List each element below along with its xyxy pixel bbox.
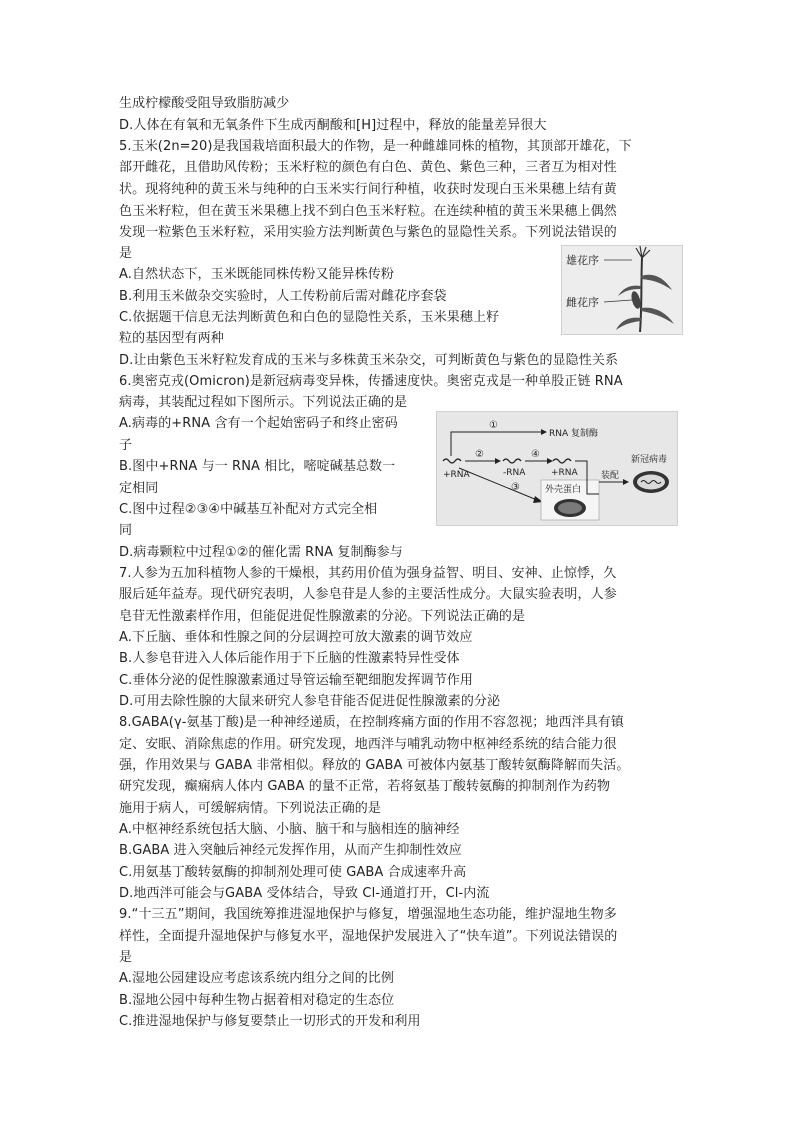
option-c: C.用氨基丁酸转氨酶的抑制剂处理可使 GABA 合成速率升高 [119,865,467,880]
tassel-shape [636,246,650,258]
minus-rna-label: -RNA [503,468,526,478]
rna-wave-shape [443,459,461,463]
rdrp-label: RNA 复制酶 [549,429,599,439]
virus-assembly-diagram [437,412,677,525]
text-line: 状。现将纯种的黄玉米与纯种的白玉米实行间行种植，收获时发现白玉米果穗上结有黄 [119,182,617,197]
new-virus-label: 新冠病毒 [631,455,668,465]
step-1-label: ① [489,420,498,431]
option-d: D.病毒颗粒中过程①②的催化需 RNA 复制酶参与 [119,545,403,560]
step-2-label: ② [475,449,484,460]
option-b: B.利用玉米做杂交实验时，人工传粉前后需对雌花序套袋 [119,289,447,304]
text-line: 强，作用效果与 GABA 非常相似。释放的 GABA 可被体内氨基丁酸转氨酶降解而失活。 [119,758,630,773]
leaf-shape [641,275,672,290]
leaf-shape [616,318,641,330]
question-8-stem: 8.GABA(γ-氨基丁酸)是一种神经递质，在控制疼痛方面的作用不容忽视；地西泮具有镇 [119,715,625,730]
text-line: 部开雌花，且借助风传粉；玉米籽粒的颜色有白色、黄色、紫色三种，三者互为相对性 [119,160,617,175]
text-line: 是 [119,246,133,261]
envelope-capsule-inner [558,502,582,514]
text-line: D.人体在有氧和无氧条件下生成丙酮酸和[H]过程中，释放的能量差异很大 [119,118,547,133]
leaf-shape [641,308,674,324]
question-9-stem: 9.“十三五”期间，我国统筹推进湿地保护与修复，增强湿地生态功能，维护湿地生物多 [119,907,617,922]
option-b: B.图中+RNA 与一 RNA 相比，嘧啶碱基总数一 [119,459,396,474]
text-line: 样性，全面提升湿地保护与修复水平，湿地保护发展进入了“快车道”。下列说法错误的 [119,929,618,944]
text-line: 病毒，其装配过程如下图所示。下列说法正确的是 [119,395,408,410]
text-line: 定、安眠、消除焦虑的作用。研究发现，地西泮与哺乳动物中枢神经系统的结合能力很 [119,737,617,752]
plus-rna-label: +RNA [443,470,470,480]
text-line: 粒的基因型有两种 [119,331,224,346]
process-1-arrow [451,432,541,456]
arrowhead [541,429,547,435]
text-line: 研究发现，癫痫病人体内 GABA 的量不正常，若将氨基丁酸转氨酶的抑制剂作为药物 [119,779,611,794]
option-d: D.地西泮可能会与GABA 受体结合，导致 Cl-通道打开，Cl-内流 [119,886,490,901]
option-b: B.GABA 进入突触后神经元发挥作用，从而产生抑制性效应 [119,843,462,858]
text-line: 服后延年益寿。现代研究表明，人参皂苷是人参的主要活性成分。大鼠实验表明，人参 [119,587,617,602]
option-c: C.垂体分泌的促性腺激素通过导管运输至靶细胞发挥调节作用 [119,673,474,688]
rna-wave-shape [553,459,571,463]
arrowhead [547,458,553,464]
option-d: D.可用去除性腺的大鼠来研究人参皂苷能否促进促性腺激素的分泌 [119,694,501,709]
assemble-label: 装配 [601,471,620,481]
option-d: D.让由紫色玉米籽粒发育成的玉米与多株黄玉米杂交，可判断黄色与紫色的显隐性关系 [119,353,619,368]
maize-plant-figure [561,245,683,335]
plus-rna-right-label: +RNA [551,468,578,478]
question-6-stem: 6.奥密克戎(Omicron)是新冠病毒变异株，传播速度快。奥密克戎是一种单股正链 RNA [119,374,623,389]
text-line: 生成柠檬酸受阻导致脂肪减少 [119,96,290,111]
pointer-line [604,300,632,302]
envelope-label: 外壳蛋白 [545,485,582,495]
option-c: C.图中过程②③④中碱基互补配对方式完全相 [119,502,378,517]
option-c: C.依据题干信息无法判断黄色和白色的显隐性关系，玉米果穗上籽 [119,310,500,325]
option-a: A.湿地公园建设应考虑该系统内组分之间的比例 [119,971,394,986]
text-line: 是 [119,950,133,965]
question-7-stem: 7.人参为五加科植物人参的干燥根，其药用价值为强身益智、明目、安神、止惊悸，久 [119,566,617,581]
arrowhead [495,458,501,464]
step-3-label: ③ [511,482,520,493]
option-a: A.自然状态下，玉米既能同株传粉又能异株传粉 [119,267,394,282]
option-b: B.湿地公园中每种生物占据着相对稳定的生态位 [119,993,395,1008]
text-line: 发现一粒紫色玉米籽粒，采用实验方法判断黄色与紫色的显隐性关系。下列说法错误的 [119,225,617,240]
maize-plant-illustration [562,246,682,334]
option-b: B.人参皂苷进入人体后能作用于下丘脑的性激素特异性受体 [119,651,460,666]
text-line: 皂苷无性激素样作用，但能促进促性腺激素的分泌。下列说法正确的是 [119,609,526,624]
text-line: 子 [119,438,133,453]
label-male-inflorescence: 雄花序 [566,254,599,267]
option-a: A.病毒的+RNA 含有一个起始密码子和终止密码 [119,416,398,431]
text-line: 色玉米籽粒，但在黄玉米果穗上找不到白色玉米籽粒。在连续种植的黄玉米果穗上偶然 [119,204,617,219]
virus-assembly-figure [436,411,678,526]
question-5-stem: 5.玉米(2n=20)是我国栽培面积最大的作物，是一种雌雄同株的植物，其顶部开雄花，下 [119,139,632,154]
arrowhead [623,479,629,485]
label-female-inflorescence: 雌花序 [566,296,599,309]
step-4-label: ④ [531,449,540,460]
text-line: 施用于病人，可缓解病情。下列说法正确的是 [119,801,382,816]
text-line: 定相同 [119,481,159,496]
rna-wave-shape [503,459,521,463]
option-a: A.中枢神经系统包括大脑、小脑、脑干和与脑相连的脑神经 [119,822,460,837]
option-a: A.下丘脑、垂体和性腺之间的分层调控可放大激素的调节效应 [119,630,473,645]
text-line: 同 [119,523,133,538]
option-c: C.推进湿地保护与修复要禁止一切形式的开发和利用 [119,1014,421,1029]
